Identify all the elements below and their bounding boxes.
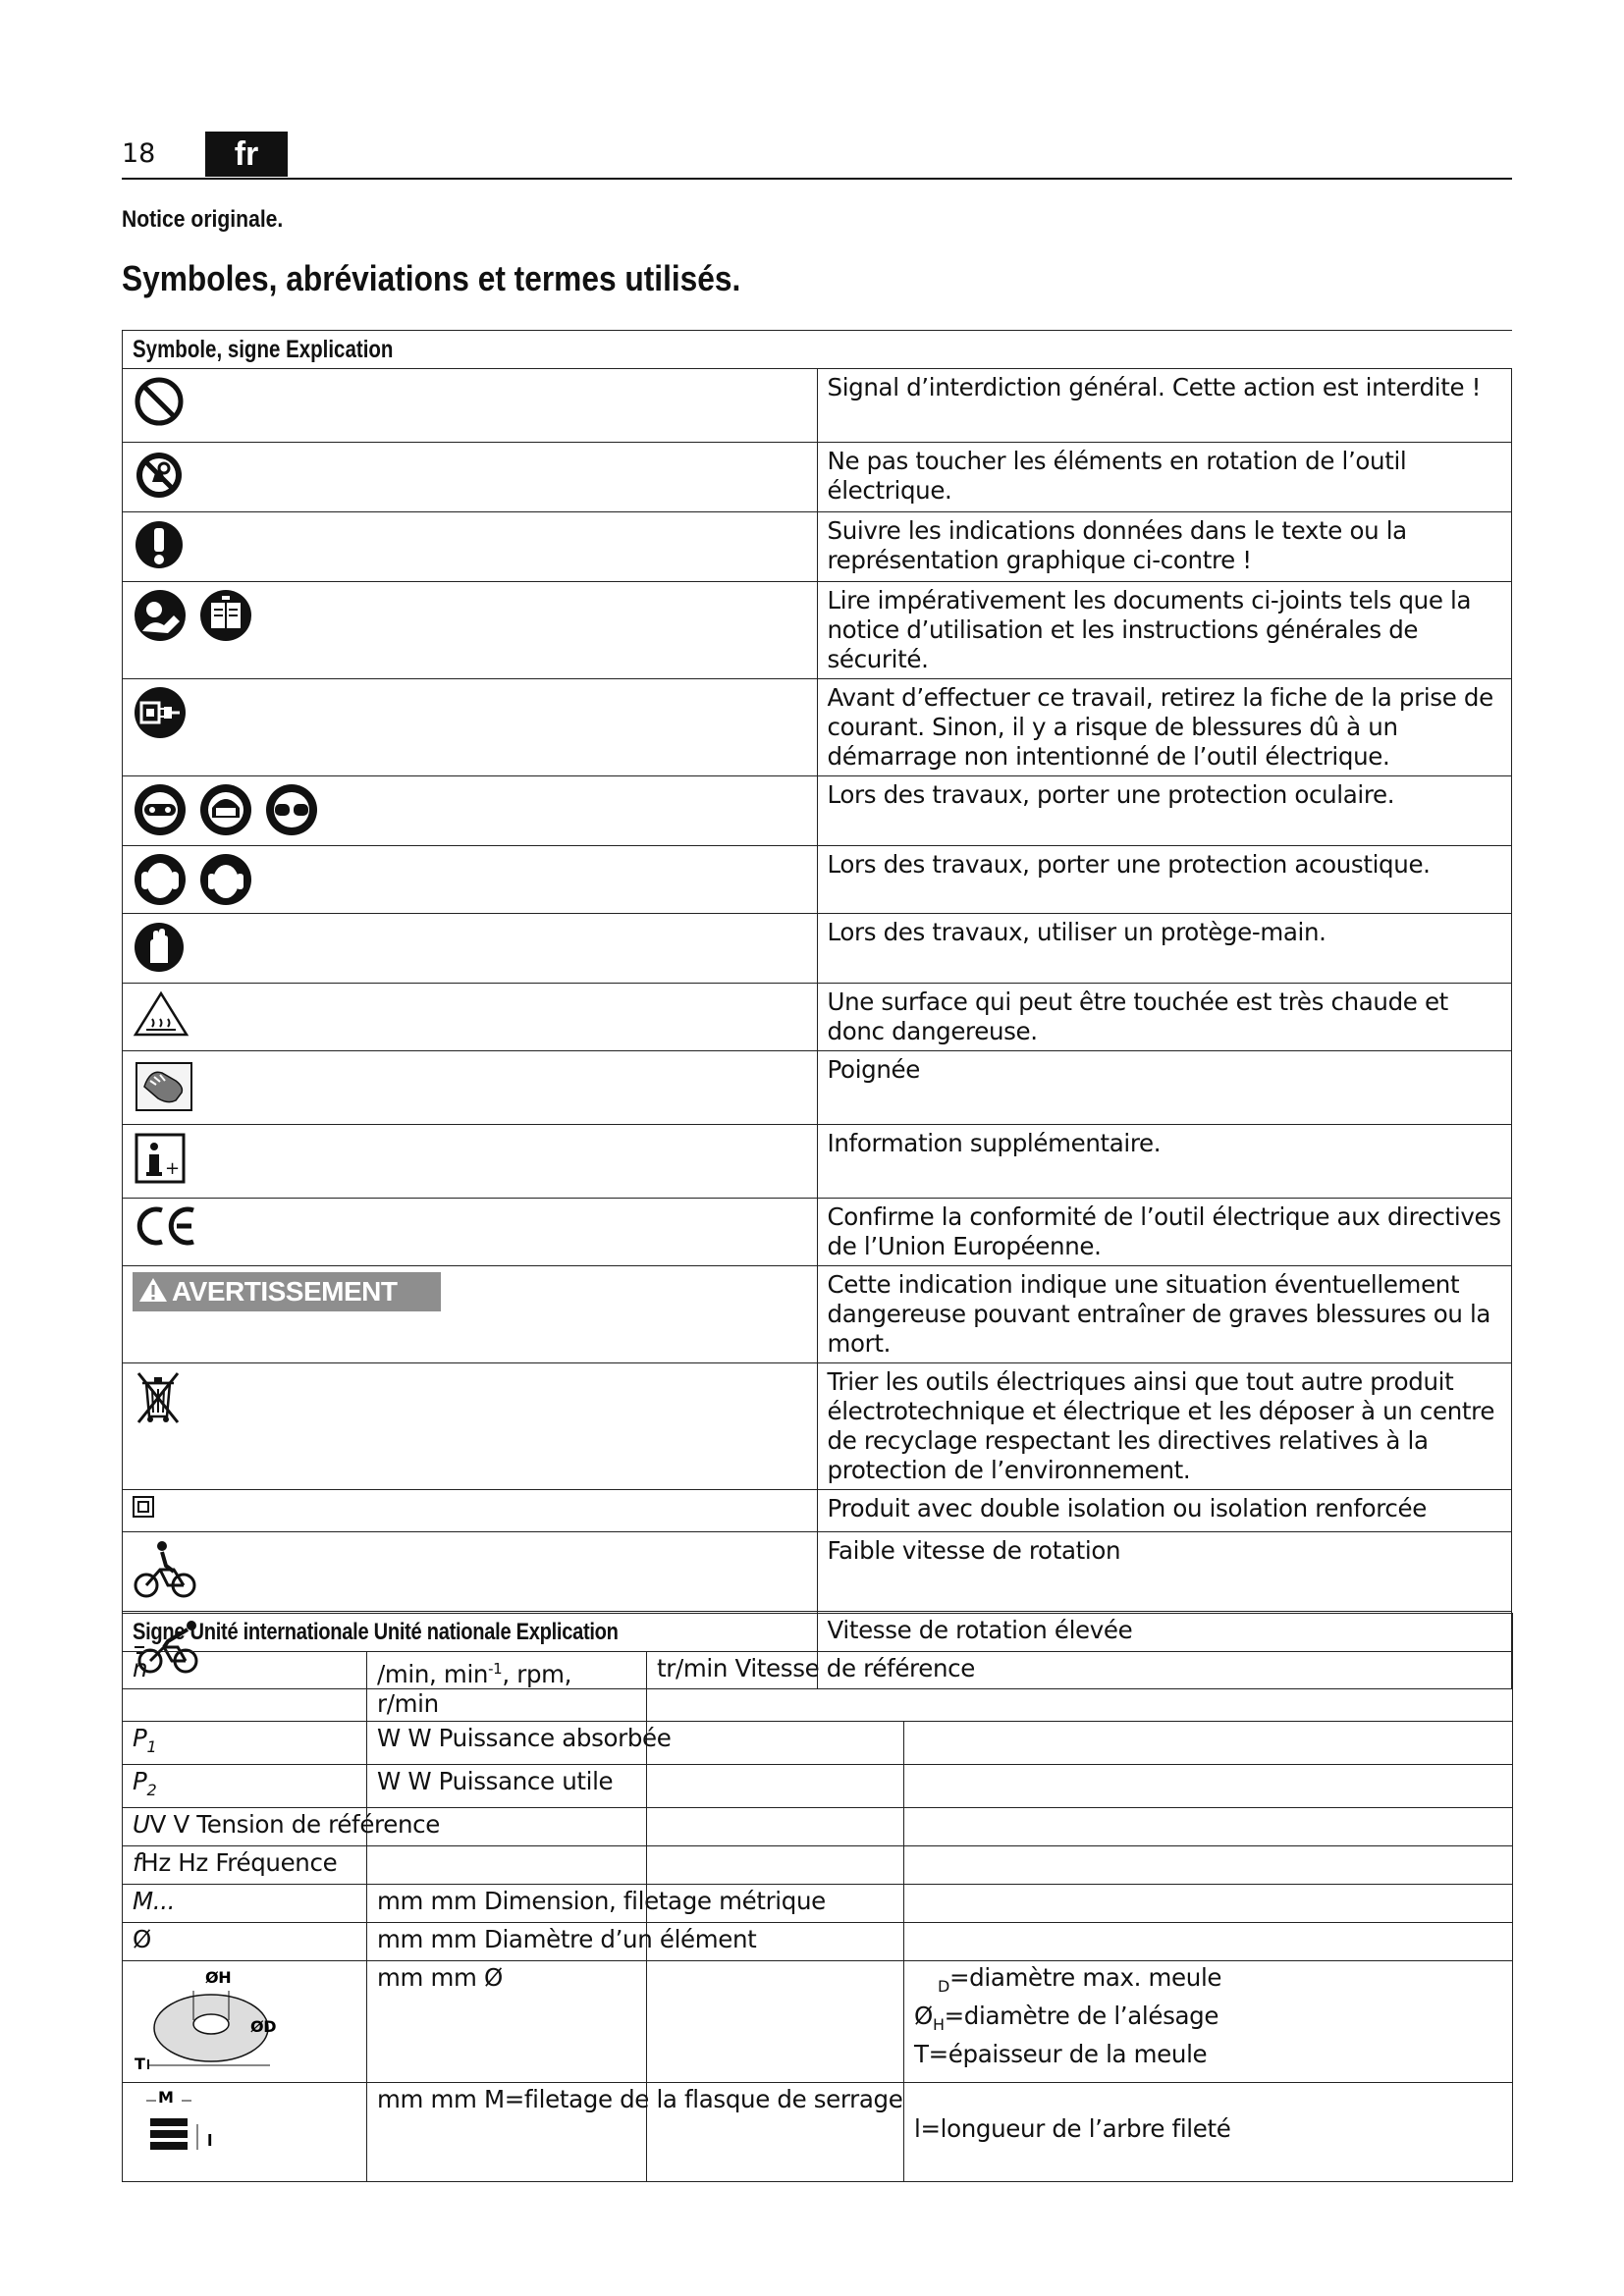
symbol-explanation: Information supplémentaire.: [817, 1125, 1512, 1199]
no-touch-rotating-icon: [133, 449, 186, 502]
unit-rest: V V Tension de référence: [149, 1809, 440, 1839]
table-row: [123, 1722, 1513, 1765]
symbols-table-header: Symbole, signe Explication: [123, 331, 1512, 369]
unit-rest: mm mm Diamètre d’un élément: [377, 1924, 757, 1953]
diagram-label-oh: ØH: [205, 1967, 232, 1987]
symbol-explanation: Avant d’effectuer ce travail, retirez la fiche de la prise de courant. Sinon, il y a risque de blessures dû à un démarrage non intentionné de l’outil électrique.: [817, 679, 1512, 776]
table-row: [123, 1884, 1513, 1922]
symbol-explanation: Ne pas toucher les éléments en rotation de l’outil électrique.: [817, 443, 1512, 512]
earmuffs-icon: [133, 852, 188, 907]
weee-bin-icon: [133, 1369, 184, 1426]
symbol-explanation: Vitesse de rotation élevée: [817, 1612, 1512, 1689]
unit-sign: $P_1$: [123, 1722, 367, 1765]
symbols-table: [122, 330, 1512, 1689]
symbol-explanation: Confirme la conformité de l’outil électrique aux directives de l’Union Européenne.: [817, 1199, 1512, 1266]
table-row: [123, 1765, 1513, 1808]
symbol-explanation: Cette indication indique une situation éventuellement dangereuse pouvant entraîner de graves blessures ou la mort.: [817, 1266, 1512, 1363]
diagram-label-m: M: [158, 2087, 174, 2107]
goggles-icon: [133, 782, 188, 837]
unit-rest: mm mm M=filetage de la flasque de serrage: [377, 2084, 903, 2113]
symbol-explanation: Lors des travaux, porter une protection oculaire.: [817, 776, 1512, 846]
unit-rest: W W Puissance utile: [377, 1767, 614, 1796]
unit-sign: M...: [123, 1884, 367, 1922]
table-row: [123, 1199, 1512, 1266]
table-row: [123, 2082, 1513, 2181]
diagram-label-l: l: [207, 2130, 213, 2150]
table-row: [123, 512, 1512, 582]
table-row: [123, 1125, 1512, 1199]
table-row: [123, 914, 1512, 984]
symbol-explanation: Faible vitesse de rotation: [817, 1532, 1512, 1612]
hand-protection-icon: [133, 920, 186, 975]
symbol-explanation: Produit avec double isolation ou isolation renforcée: [817, 1490, 1512, 1532]
language-badge: fr: [205, 132, 288, 177]
table-row: [123, 984, 1512, 1051]
symbol-explanation: Lire impérativement les documents ci-joints tels que la notice d’utilisation et les instructions générales de sécurité.: [817, 582, 1512, 679]
grinding-disc-diagram: [123, 1960, 367, 2082]
warning-label: [133, 1272, 441, 1311]
symbol-explanation: Trier les outils électriques ainsi que tout autre produit électrotechnique et électrique et les déposer à un centre de recyclage respectant les directives relatives à la protection de l’environnement.: [817, 1363, 1512, 1490]
manual-book-icon: [198, 588, 253, 643]
unit-explanation: $_D$=diamètre max. meule $Ø_H=diamètre$ de l’alésage T=épaisseur de la meule: [904, 1960, 1513, 2082]
symbol-explanation: Lors des travaux, porter une protection acoustique.: [817, 846, 1512, 914]
double-insulation-icon: [133, 1496, 154, 1518]
symbol-explanation: Lors des travaux, utiliser un protège-main.: [817, 914, 1512, 984]
unit-sign-row: [123, 1807, 440, 1845]
handle-icon: [133, 1057, 195, 1114]
table-row: [123, 1845, 1513, 1884]
table-row: [123, 1363, 1512, 1490]
table-row: [123, 1807, 1513, 1845]
info-plus-icon: [133, 1131, 188, 1186]
unit-sign: $P_2$: [123, 1765, 367, 1808]
ear-protection-icon: [198, 852, 253, 907]
symbol-explanation: Signal d’interdiction général. Cette action est interdite !: [817, 369, 1512, 443]
slow-cyclist-icon: [133, 1538, 199, 1601]
hot-surface-icon: [133, 989, 189, 1039]
table-row: [123, 1652, 1513, 1722]
symbol-explanation: Suivre les indications données dans le texte ou la représentation graphique ci-contre !: [817, 512, 1512, 582]
table-row: [123, 1266, 1512, 1363]
exclamation-icon: [133, 518, 186, 571]
unit-rest: Hz Hz Fréquence: [140, 1847, 338, 1877]
table-header-row: [123, 1614, 1513, 1652]
table-row: [123, 846, 1512, 914]
face-shield-icon: [198, 782, 253, 837]
read-manual-icon: [133, 588, 188, 643]
unit-rest: W W Puissance absorbée: [377, 1724, 672, 1753]
unit-explanation: l=longueur de l’arbre fileté: [904, 2082, 1513, 2181]
table-row: [123, 1051, 1512, 1125]
unit-intl: /min, $\min^{-1}$, rpm, r/min: [367, 1652, 647, 1722]
unit-rest: mm mm Dimension, filetage métrique: [377, 1886, 826, 1915]
unit-rest: tr/min Vitesse de référence: [647, 1652, 1513, 1722]
unit-sign: U: [133, 1809, 150, 1839]
unit-sign: f: [133, 1847, 141, 1877]
table-row: [123, 1532, 1512, 1612]
table-row: [123, 1960, 1513, 2082]
notice-label: Notice originale.: [122, 206, 284, 233]
diagram-label-od: ØD: [250, 2016, 277, 2036]
threaded-spindle-diagram: [123, 2082, 367, 2181]
svg-text:+: +: [165, 1158, 181, 1179]
symbol-explanation: Une surface qui peut être touchée est très chaude et donc dangereuse.: [817, 984, 1512, 1051]
page-title: Symboles, abréviations et termes utilisés.: [122, 258, 741, 298]
unit-rest: mm mm Ø: [377, 1962, 503, 1992]
unplug-icon: [133, 685, 188, 740]
unit-sign: Ø: [123, 1922, 367, 1960]
warning-label-text: AVERTISSEMENT: [172, 1276, 398, 1307]
prohibition-icon: [133, 375, 186, 428]
threaded-spindle-diagram-icon: [133, 2085, 231, 2163]
header-rule: [122, 178, 1512, 180]
table-row: [123, 582, 1512, 679]
table-row: [123, 443, 1512, 512]
symbol-explanation: Poignée: [817, 1051, 1512, 1125]
page-number: 18: [122, 138, 156, 169]
table-row: [123, 1922, 1513, 1960]
table-row: [123, 776, 1512, 846]
warning-triangle-icon: [138, 1276, 168, 1304]
unit-sign: n: [123, 1652, 367, 1722]
diagram-label-t: T: [135, 2054, 145, 2073]
safety-glasses-icon: [264, 782, 319, 837]
ce-mark-icon: [133, 1204, 201, 1248]
units-table: [122, 1613, 1513, 2182]
table-row: [123, 679, 1512, 776]
table-row: [123, 1490, 1512, 1532]
units-table-header: Signe Unité internationale Unité nationale Explication: [123, 1614, 1513, 1652]
grinding-disc-diagram-icon: [133, 1963, 290, 2073]
table-header-row: [123, 331, 1512, 369]
table-row: [123, 369, 1512, 443]
unit-sign-row: [123, 1845, 367, 1884]
